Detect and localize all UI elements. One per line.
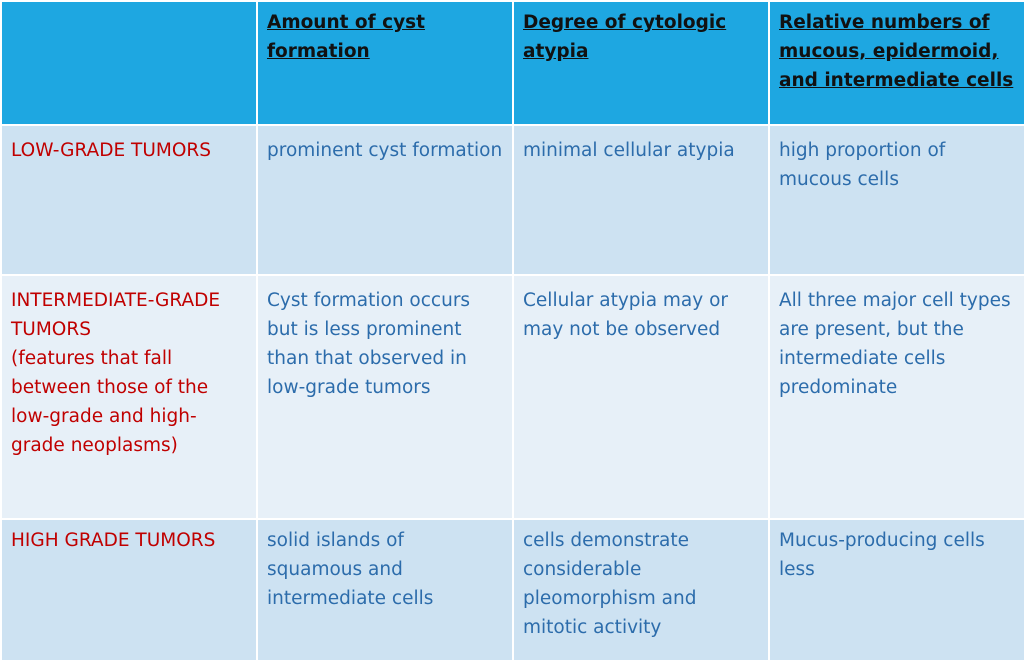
cell-cyst-formation: prominent cyst formation bbox=[257, 125, 513, 275]
cell-cytologic-atypia: minimal cellular atypia bbox=[513, 125, 769, 275]
header-cell-proportions: Relative numbers of mucous, epidermoid, and intermediate cells bbox=[769, 1, 1024, 125]
row-label-cell bbox=[1, 275, 257, 519]
row-label: HIGH GRADE TUMORS bbox=[11, 530, 216, 552]
cell-cell-proportions: All three major cell types are present, but the intermediate cells predominate bbox=[769, 275, 1024, 519]
header-row bbox=[1, 1, 1024, 125]
header-corner-cell bbox=[1, 1, 257, 125]
cell-cytologic-atypia: cells demonstrate considerable pleomorphism and mitotic activity bbox=[513, 519, 769, 661]
cell-cyst-formation: Cyst formation occurs but is less prominent than that observed in low-grade tumors bbox=[257, 275, 513, 519]
row-label: LOW-GRADE TUMORS bbox=[11, 140, 211, 161]
row-note: (features that fall between those of the low-grade and high-grade neoplasms) bbox=[11, 347, 209, 456]
cell-cytologic-atypia: Cellular atypia may or may not be observed bbox=[513, 275, 769, 519]
row-label: INTERMEDIATE-GRADE TUMORS bbox=[11, 289, 221, 340]
table-row-low-grade bbox=[1, 125, 1024, 275]
cell-cell-proportions: Mucus-producing cells less bbox=[769, 519, 1024, 661]
header-cytologic-atypia: Degree of cytologic atypia bbox=[513, 1, 769, 125]
cell-cell-proportions: high proportion of mucous cells bbox=[769, 125, 1024, 275]
header-cyst-formation: Amount of cyst formation bbox=[257, 1, 513, 125]
table-row-intermediate-grade bbox=[1, 275, 1024, 519]
row-label-cell bbox=[1, 519, 257, 661]
row-label-cell bbox=[1, 125, 257, 275]
table-row-high-grade bbox=[1, 519, 1024, 661]
cell-cyst-formation: solid islands of squamous and intermediate cells bbox=[257, 519, 513, 661]
